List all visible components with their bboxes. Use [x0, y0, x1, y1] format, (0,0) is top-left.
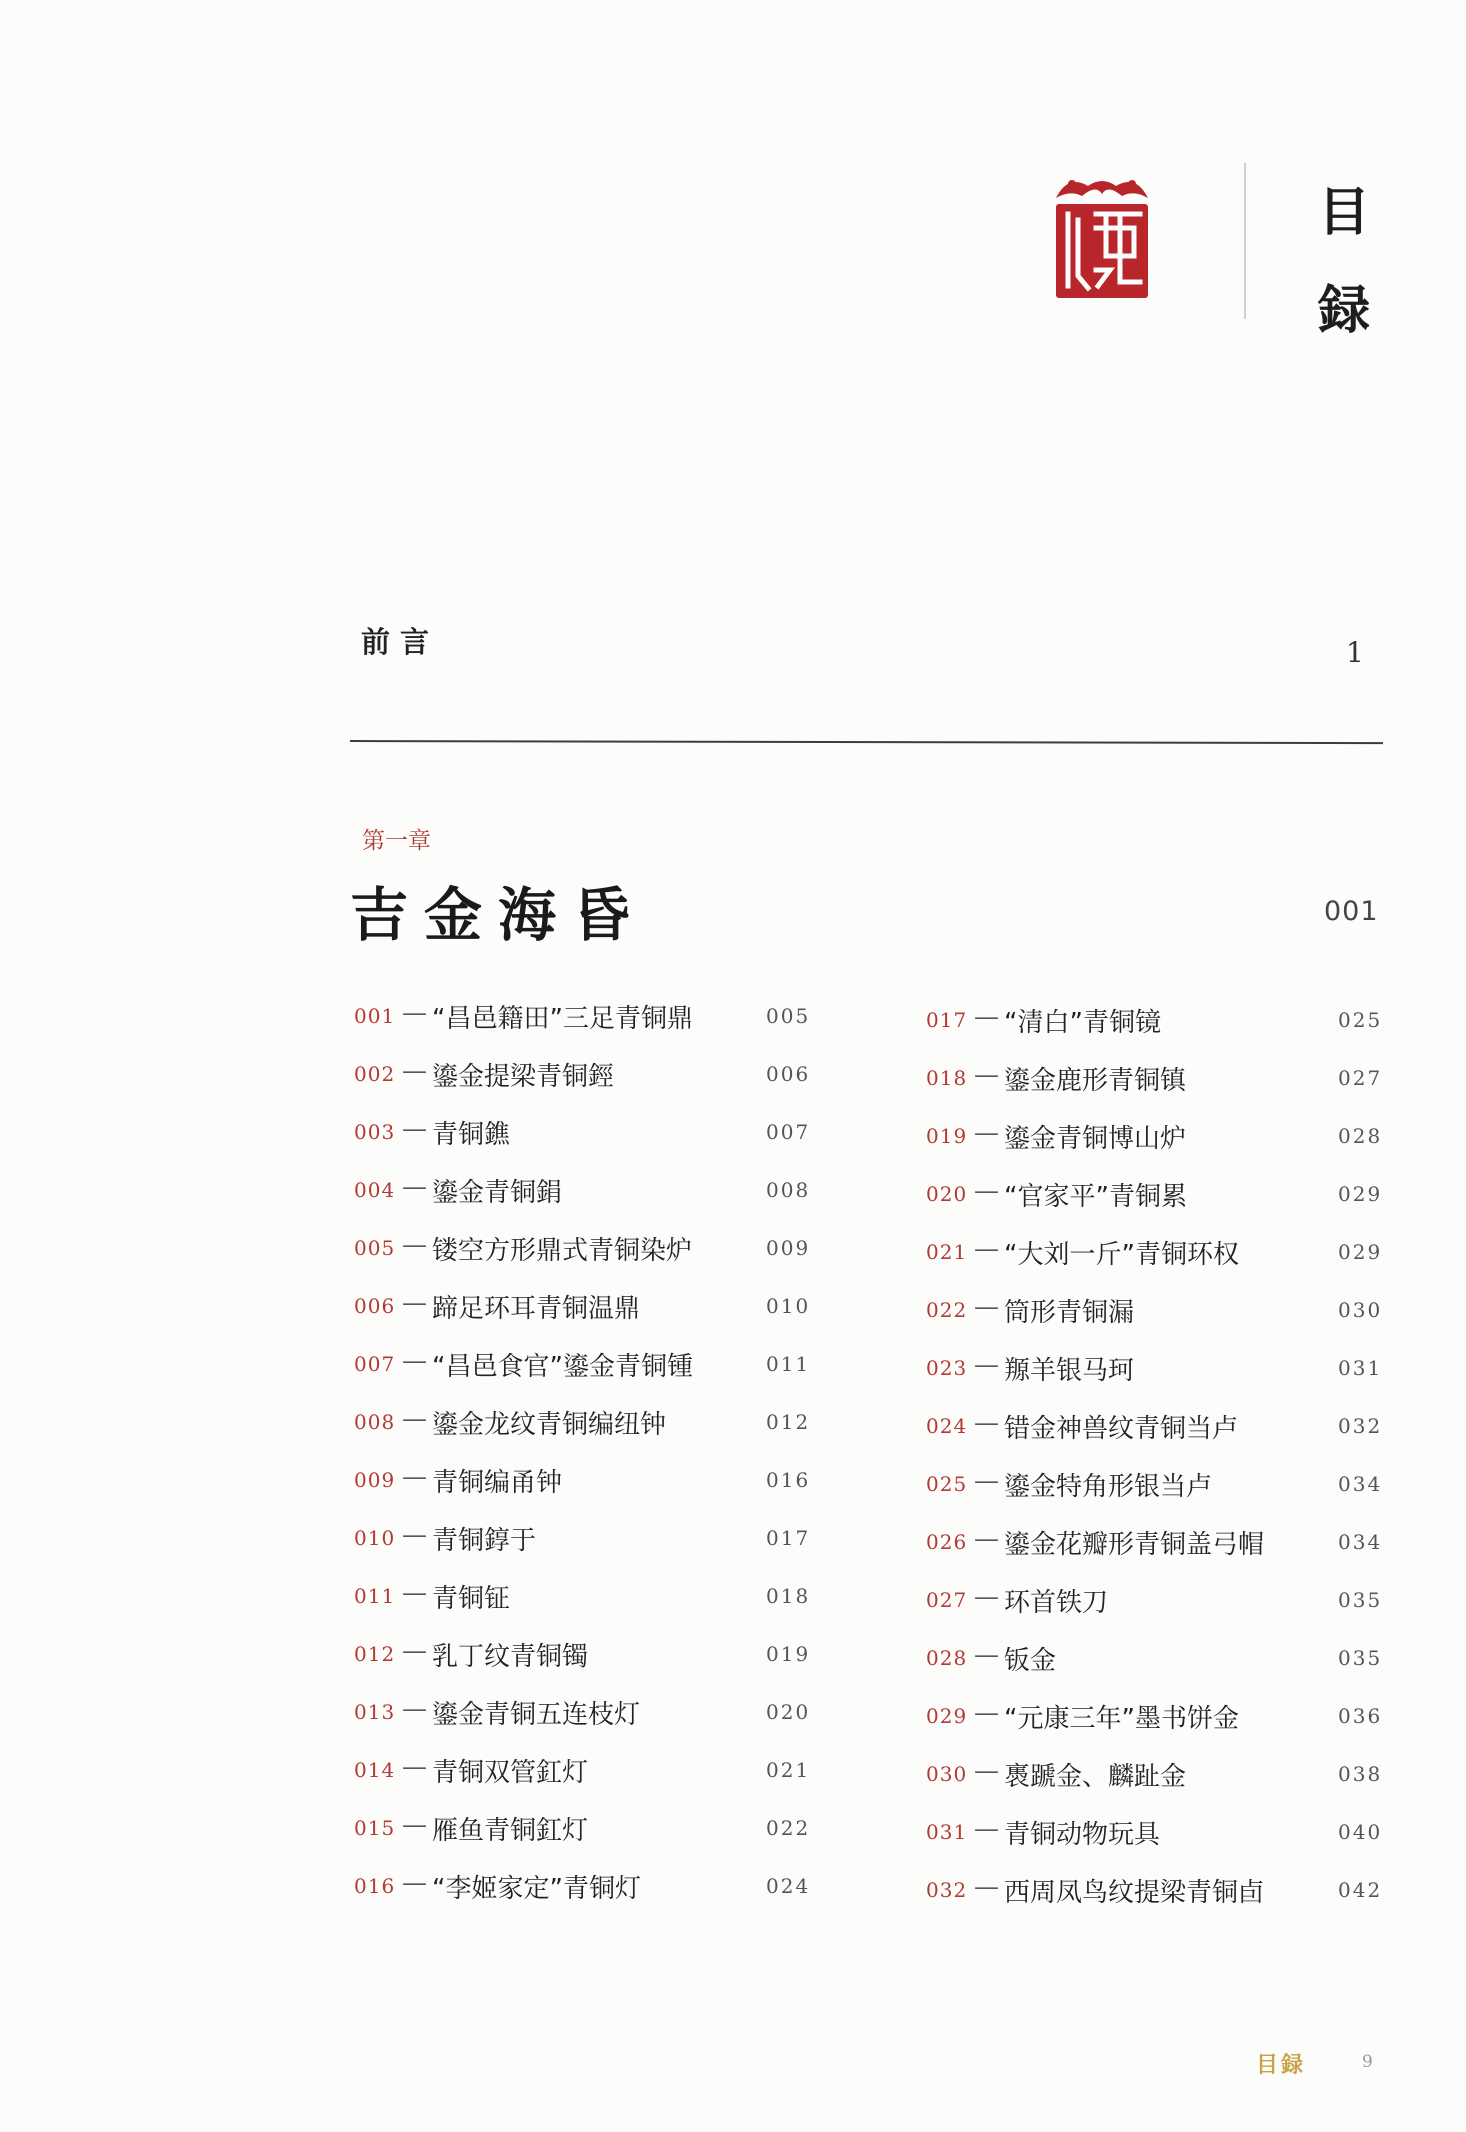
entry-title: 鎏金特角形银当卢 [1004, 1472, 1213, 1502]
entry-page: 031 [1338, 1356, 1383, 1380]
entry-number: 026 [926, 1530, 968, 1554]
entry-page: 006 [766, 1062, 811, 1086]
entry-title: 青铜錞于 [432, 1526, 537, 1556]
chapter-title: 吉金海昏 [350, 881, 647, 949]
entry-number: 029 [926, 1704, 968, 1728]
header-divider [1244, 163, 1246, 319]
entry-page: 007 [766, 1120, 811, 1144]
entry-page: 011 [766, 1352, 811, 1376]
entry-number: 018 [926, 1066, 968, 1090]
entry-number: 013 [354, 1700, 396, 1724]
entry-page: 018 [766, 1584, 811, 1608]
entry-number: 015 [354, 1816, 396, 1840]
entry-title: “大刘一斤”青铜环权 [1004, 1240, 1239, 1270]
entry-title: 鎏金鹿形青铜镇 [1004, 1066, 1187, 1096]
entry-dash: — [402, 1752, 427, 1781]
entry-title: “李姬家定”青铜灯 [432, 1874, 641, 1904]
entry-number: 024 [926, 1414, 968, 1438]
entry-number: 007 [354, 1352, 396, 1376]
entry-page: 042 [1338, 1878, 1383, 1902]
preface-label: 前言 [361, 625, 440, 659]
entry-title: 筒形青铜漏 [1004, 1298, 1135, 1328]
entry-dash: — [402, 1230, 427, 1259]
entry-dash: — [402, 1462, 427, 1491]
entry-title: 鎏金龙纹青铜编纽钟 [432, 1410, 667, 1440]
entry-number: 030 [926, 1762, 968, 1786]
entry-title: 鎏金提梁青铜鋞 [432, 1062, 615, 1092]
entry-title: “昌邑食官”鎏金青铜锺 [432, 1352, 693, 1382]
entry-dash: — [402, 1520, 427, 1549]
page-title-char-1: 目 [1318, 182, 1371, 243]
entry-dash: — [974, 1466, 999, 1495]
entry-dash: — [974, 1872, 999, 1901]
entry-title: 鎏金青铜鋗 [432, 1178, 563, 1208]
entry-dash: — [974, 1002, 999, 1031]
entry-page: 005 [766, 1004, 811, 1028]
entry-number: 031 [926, 1820, 968, 1844]
entry-number: 017 [926, 1008, 968, 1032]
entry-number: 016 [354, 1874, 396, 1898]
entry-dash: — [402, 1868, 427, 1897]
entry-dash: — [402, 1694, 427, 1723]
entry-title: “清白”青铜镜 [1004, 1008, 1161, 1038]
entry-title: “昌邑籍田”三足青铜鼎 [432, 1004, 693, 1034]
entry-title: 钣金 [1004, 1646, 1057, 1676]
entry-page: 010 [766, 1294, 811, 1318]
entry-number: 021 [926, 1240, 968, 1264]
entry-number: 019 [926, 1124, 968, 1148]
entry-dash: — [402, 998, 427, 1027]
entry-dash: — [974, 1698, 999, 1727]
entry-dash: — [974, 1582, 999, 1611]
entry-dash: — [974, 1350, 999, 1379]
entry-title: 青铜钲 [432, 1584, 511, 1614]
entry-page: 017 [766, 1526, 811, 1550]
entry-number: 014 [354, 1758, 396, 1782]
entry-page: 019 [766, 1642, 811, 1666]
footer-page-number: 9 [1362, 2052, 1373, 2072]
entry-title: 褭蹏金、麟趾金 [1004, 1762, 1187, 1792]
entry-title: 鎏金花瓣形青铜盖弓帽 [1004, 1530, 1265, 1560]
entry-title: 乳丁纹青铜镯 [432, 1642, 589, 1672]
entry-page: 028 [1338, 1124, 1383, 1148]
section-divider [350, 740, 1383, 744]
entry-number: 002 [354, 1062, 396, 1086]
entry-dash: — [402, 1056, 427, 1085]
entry-dash: — [974, 1176, 999, 1205]
entry-title: 蹄足环耳青铜温鼎 [432, 1294, 641, 1324]
entry-page: 035 [1338, 1646, 1383, 1670]
entry-page: 024 [766, 1874, 811, 1898]
entry-dash: — [974, 1814, 999, 1843]
entry-page: 029 [1338, 1182, 1383, 1206]
entry-dash: — [402, 1288, 427, 1317]
entry-dash: — [974, 1408, 999, 1437]
entry-page: 029 [1338, 1240, 1383, 1264]
entry-number: 001 [354, 1004, 396, 1028]
entry-page: 009 [766, 1236, 811, 1260]
entry-page: 020 [766, 1700, 811, 1724]
entry-page: 008 [766, 1178, 811, 1202]
chapter-page-number: 001 [1324, 896, 1379, 927]
entry-number: 008 [354, 1410, 396, 1434]
entry-number: 027 [926, 1588, 968, 1612]
entry-number: 032 [926, 1878, 968, 1902]
entry-dash: — [974, 1756, 999, 1785]
footer-section-label: 目録 [1256, 2052, 1307, 2078]
entry-title: 西周凤鸟纹提梁青铜卣 [1004, 1878, 1265, 1908]
entry-title: 青铜编甬钟 [432, 1468, 563, 1498]
entry-page: 036 [1338, 1704, 1383, 1728]
entry-number: 003 [354, 1120, 396, 1144]
entry-dash: — [402, 1172, 427, 1201]
entry-number: 006 [354, 1294, 396, 1318]
entry-number: 025 [926, 1472, 968, 1496]
entry-dash: — [402, 1578, 427, 1607]
entry-dash: — [402, 1636, 427, 1665]
entry-number: 011 [354, 1584, 396, 1608]
entry-dash: — [974, 1640, 999, 1669]
entry-page: 035 [1338, 1588, 1383, 1612]
entry-dash: — [402, 1810, 427, 1839]
entry-page: 022 [766, 1816, 811, 1840]
entry-page: 040 [1338, 1820, 1383, 1844]
entry-page: 038 [1338, 1762, 1383, 1786]
entry-number: 004 [354, 1178, 396, 1202]
entry-title: 羱羊银马珂 [1004, 1356, 1135, 1386]
entry-dash: — [402, 1114, 427, 1143]
entry-dash: — [974, 1234, 999, 1263]
entry-page: 030 [1338, 1298, 1383, 1322]
entry-title: 错金神兽纹青铜当卢 [1004, 1414, 1239, 1444]
entry-number: 023 [926, 1356, 968, 1380]
entry-title: 雁鱼青铜釭灯 [432, 1816, 589, 1846]
entry-title: “元康三年”墨书饼金 [1004, 1704, 1239, 1734]
preface-page-number: 1 [1346, 636, 1364, 669]
entry-page: 025 [1338, 1008, 1383, 1032]
entry-title: 镂空方形鼎式青铜染炉 [432, 1236, 693, 1266]
entry-page: 016 [766, 1468, 811, 1492]
entry-number: 020 [926, 1182, 968, 1206]
entry-page: 027 [1338, 1066, 1383, 1090]
entry-number: 012 [354, 1642, 396, 1666]
chapter-label: 第一章 [362, 828, 431, 854]
seal-emblem-icon [1048, 172, 1156, 302]
entry-dash: — [974, 1118, 999, 1147]
entry-page: 034 [1338, 1472, 1383, 1496]
entry-number: 005 [354, 1236, 396, 1260]
entry-dash: — [402, 1404, 427, 1433]
entry-dash: — [974, 1524, 999, 1553]
entry-title: 青铜鐎 [432, 1120, 511, 1150]
entry-title: 青铜双管釭灯 [432, 1758, 589, 1788]
entry-dash: — [402, 1346, 427, 1375]
entry-dash: — [974, 1292, 999, 1321]
entry-title: 鎏金青铜五连枝灯 [432, 1700, 641, 1730]
entry-title: “官家平”青铜累 [1004, 1182, 1187, 1212]
entry-title: 青铜动物玩具 [1004, 1820, 1161, 1850]
page-title-char-2: 録 [1318, 280, 1371, 341]
entry-number: 010 [354, 1526, 396, 1550]
entry-number: 022 [926, 1298, 968, 1322]
entry-page: 021 [766, 1758, 811, 1782]
entry-number: 028 [926, 1646, 968, 1670]
entry-number: 009 [354, 1468, 396, 1492]
entry-title: 鎏金青铜博山炉 [1004, 1124, 1187, 1154]
entry-page: 034 [1338, 1530, 1383, 1554]
entry-page: 032 [1338, 1414, 1383, 1438]
entry-page: 012 [766, 1410, 811, 1434]
entry-dash: — [974, 1060, 999, 1089]
entry-title: 环首铁刀 [1004, 1588, 1109, 1618]
